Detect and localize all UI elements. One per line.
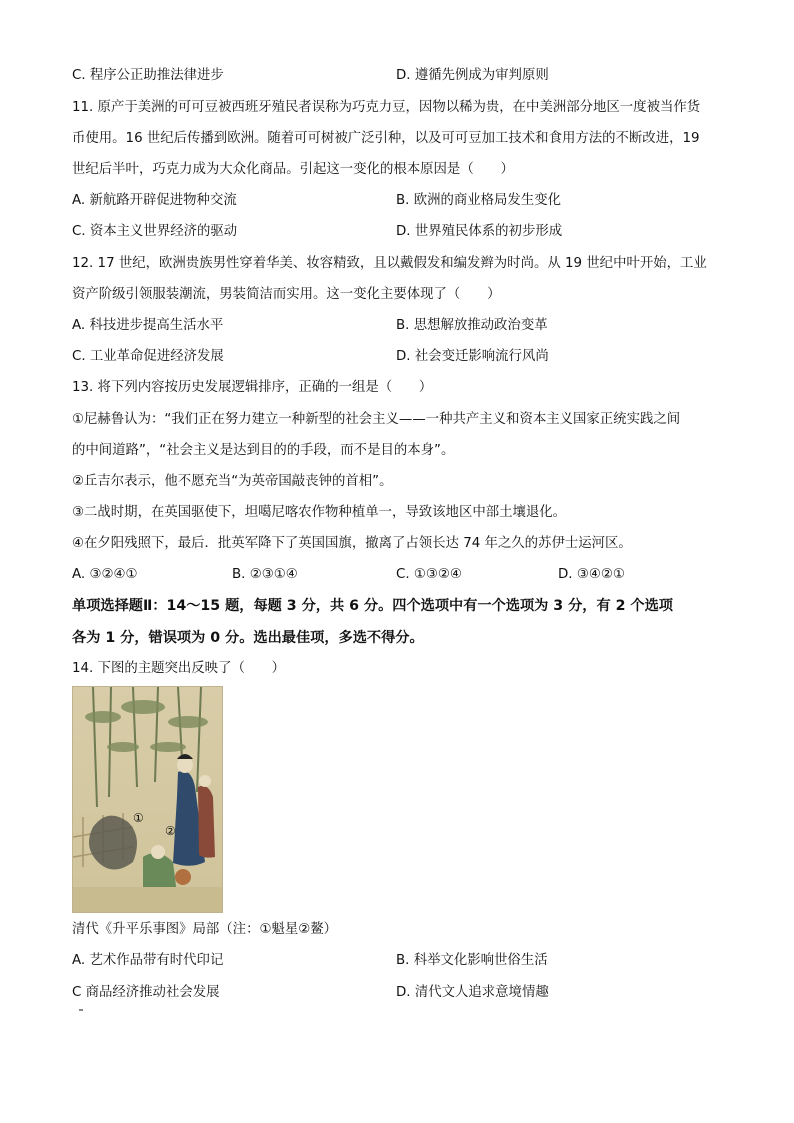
q11-stem-line1: 11. 原产于美洲的可可豆被西班牙殖民者误称为巧克力豆，因物以稀为贵，在中美洲部分地区一度被当作货 [72,100,701,115]
q13-option-d: D. ③④②① [558,567,625,582]
q13-item2: ②丘吉尔表示，他不愿充当“为英帝国敲丧钟的首相”。 [72,474,393,489]
q12-stem-line2: 资产阶级引领服装潮流，男装简洁而实用。这一变化主要体现了（ ） [72,287,501,302]
q11-stem-line2: 币使用。16 世纪后传播到欧洲。随着可可树被广泛引种，以及可可豆加工技术和食用方法的不断改进，19 [72,131,700,146]
q13-stem: 13. 将下列内容按历史发展逻辑排序，正确的一组是（ ） [72,380,433,395]
q11-option-a: A. 新航路开辟促进物种交流 [72,193,237,208]
section-heading-line2: 各为 1 分，错误项为 0 分。选出最佳项，多选不得分。 [72,630,424,646]
figure-label-2: ② [165,824,176,838]
q10-option-c: C. 程序公正助推法律进步 [72,68,224,83]
q14-stem: 14. 下图的主题突出反映了（ ） [72,661,286,676]
q11-option-d: D. 世界殖民体系的初步形成 [396,224,563,239]
painting-figure [72,686,223,913]
section-heading-line1: 单项选择题Ⅱ：14～15 题，每题 3 分，共 6 分。四个选项中有一个选项为 3 分，有 2 个选项 [72,598,673,614]
q13-option-b: B. ②③①④ [232,567,298,582]
painting-illustration [73,687,222,912]
q12-option-b: B. 思想解放推动政治变革 [396,318,548,333]
q12-stem-line1: 12. 17 世纪，欧洲贵族男性穿着华美、妆容精致，且以戴假发和编发辫为时尚。从 19 世纪中叶开始，工业 [72,256,707,271]
q13-item3: ③二战时期，在英国驱使下，坦噶尼喀农作物种植单一，导致该地区中部土壤退化。 [72,505,567,520]
figure-caption: 清代《升平乐事图》局部（注：①魁星②鳌） [72,922,338,937]
scan-mark [79,1009,83,1011]
q12-option-a: A. 科技进步提高生活水平 [72,318,224,333]
q14-option-d: D. 清代文人追求意境情趣 [396,985,549,1000]
q13-item4: ④在夕阳残照下，最后．批英军降下了英国国旗，撤离了占领长达 74 年之久的苏伊士运河区。 [72,536,632,551]
q10-option-d: D. 遵循先例成为审判原则 [396,68,549,83]
q12-option-c: C. 工业革命促进经济发展 [72,349,224,364]
q12-option-d: D. 社会变迁影响流行风尚 [396,349,549,364]
q13-item1-line2: 的中间道路”，“社会主义是达到目的的手段，而不是目的本身”。 [72,443,455,458]
q11-stem-line3: 世纪后半叶，巧克力成为大众化商品。引起这一变化的根本原因是（ ） [72,162,514,177]
figure-label-1: ① [133,811,144,825]
q14-option-b: B. 科举文化影响世俗生活 [396,953,548,968]
q14-option-c: C 商品经济推动社会发展 [72,985,220,1000]
q13-item1-line1: ①尼赫鲁认为：“我们正在努力建立一种新型的社会主义——一种共产主义和资本主义国家正统实践之间 [72,412,681,427]
q11-option-b: B. 欧洲的商业格局发生变化 [396,193,561,208]
q13-option-c: C. ①③②④ [396,567,462,582]
q13-option-a: A. ③②④① [72,567,138,582]
q11-option-c: C. 资本主义世界经济的驱动 [72,224,238,239]
q14-option-a: A. 艺术作品带有时代印记 [72,953,224,968]
